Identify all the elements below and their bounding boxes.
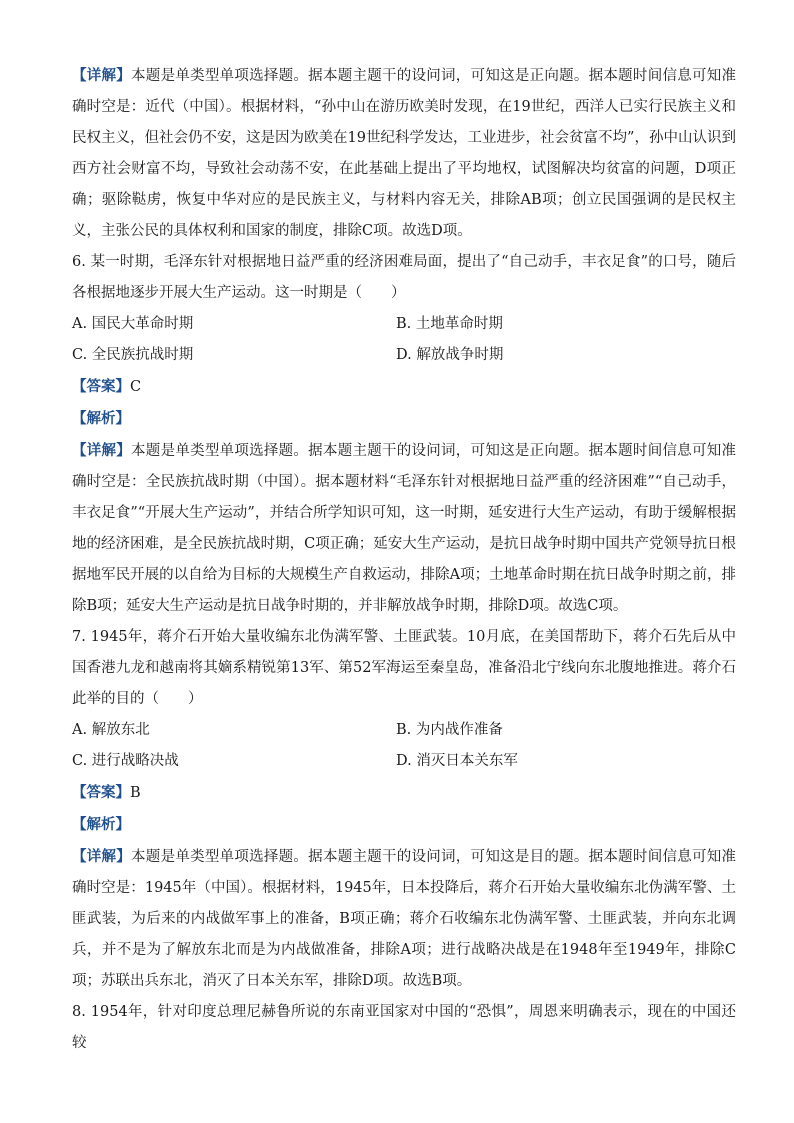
analysis-label: 【解析】: [72, 816, 130, 833]
option-d: D. 解放战争时期: [396, 347, 504, 363]
option-a: A. 解放东北: [72, 722, 150, 738]
detail-paragraph-5: [72, 60, 736, 247]
answer-label: 【答案】: [72, 784, 130, 801]
detail-text: 本题是单类型单项选择题。据本题主题干的设问词，可知这是正向题。据本题时间信息可知准确时空是：近代（中国）。根据材料，“孙中山在游历欧美时发现，在19世纪，西洋人已实行民族主义和民权主义，但社会仍不安，这是因为欧美在19世纪科学发达，工业进步，社会贫富不均”，孙中山认识到西方社会财富不均，导致社会动荡不安，在此基础上提出了平均地权，试图解决均贫富的问题，D项正确；驱除鞑虏，恢复中华对应的是民族主义，与材料内容无关，排除AB项；创立民国强调的是民权主义，主张公民的具体权利和国家的制度，排除C项。故选D项。: [72, 68, 736, 239]
answer-6: [72, 371, 736, 403]
question-6: 6. 某一时期，毛泽东针对根据地日益严重的经济困难局面，提出了“自己动手，丰衣足食”的口号，随后各根据地逐步开展大生产运动。这一时期是（ ）: [72, 254, 736, 301]
option-b: B. 为内战作准备: [396, 722, 503, 738]
options-question-6: [72, 309, 736, 371]
question-8: 8. 1954年，针对印度总理尼赫鲁所说的东南亚国家对中国的“恐惧”，周恩来明确表示，现在的中国还较: [72, 1004, 736, 1051]
question-7: 7. 1945年，蒋介石开始大量收编东北伪满军警、土匪武装。10月底，在美国帮助下，蒋介石先后从中国香港九龙和越南将其嫡系精锐第13军、第52军海运至秦皇岛，准备沿北宁线向东北腹地推进。蒋介石此举的目的（ ）: [72, 629, 736, 707]
option-c: C. 全民族抗战时期: [72, 347, 194, 363]
option-a: A. 国民大革命时期: [72, 316, 194, 332]
option-b: B. 土地革命时期: [396, 316, 503, 332]
analysis-7: [72, 809, 736, 841]
detail-label: 【详解】: [72, 848, 132, 865]
detail-label: 【详解】: [72, 442, 132, 459]
analysis-label: 【解析】: [72, 410, 130, 427]
answer-value: C: [130, 379, 142, 395]
detail-paragraph-7: [72, 841, 736, 997]
answer-label: 【答案】: [72, 378, 130, 395]
option-c: C. 进行战略决战: [72, 753, 179, 769]
detail-text: 本题是单类型单项选择题。据本题主题干的设问词，可知这是正向题。据本题时间信息可知准确时空是：全民族抗战时期（中国）。据本题材料“毛泽东针对根据地日益严重的经济困难”“自己动手，丰衣足食”“开展大生产运动”，并结合所学知识可知，这一时期，延安进行大生产运动，有助于缓解根据地的经济困难，是全民族抗战时期，C项正确；延安大生产运动，是抗日战争时期中国共产党领导抗日根据地军民开展的以自给为目标的大规模生产自救运动，排除A项；土地革命时期在抗日战争时期之前，排除B项；延安大生产运动是抗日战争时期的，并非解放战争时期，排除D项。故选C项。: [72, 443, 736, 614]
detail-label: 【详解】: [72, 67, 132, 84]
detail-text: 本题是单类型单项选择题。据本题主题干的设问词，可知这是目的题。据本题时间信息可知准确时空是：1945年（中国）。根据材料，1945年，日本投降后，蒋介石开始大量收编东北伪满军警、土匪武装，为后来的内战做军事上的准备，B项正确；蒋介石收编东北伪满军警、土匪武装，并向东北调兵，并不是为了解放东北而是为内战做准备，排除A项；进行战略决战是在1948年至1949年，排除C项；苏联出兵东北，消灭了日本关东军，排除D项。故选B项。: [72, 849, 736, 989]
document-page: [72, 60, 736, 1059]
answer-7: [72, 777, 736, 809]
answer-value: B: [130, 785, 141, 801]
option-d: D. 消灭日本关东军: [396, 753, 518, 769]
options-question-7: [72, 715, 736, 777]
analysis-6: [72, 403, 736, 435]
detail-paragraph-6: [72, 435, 736, 622]
